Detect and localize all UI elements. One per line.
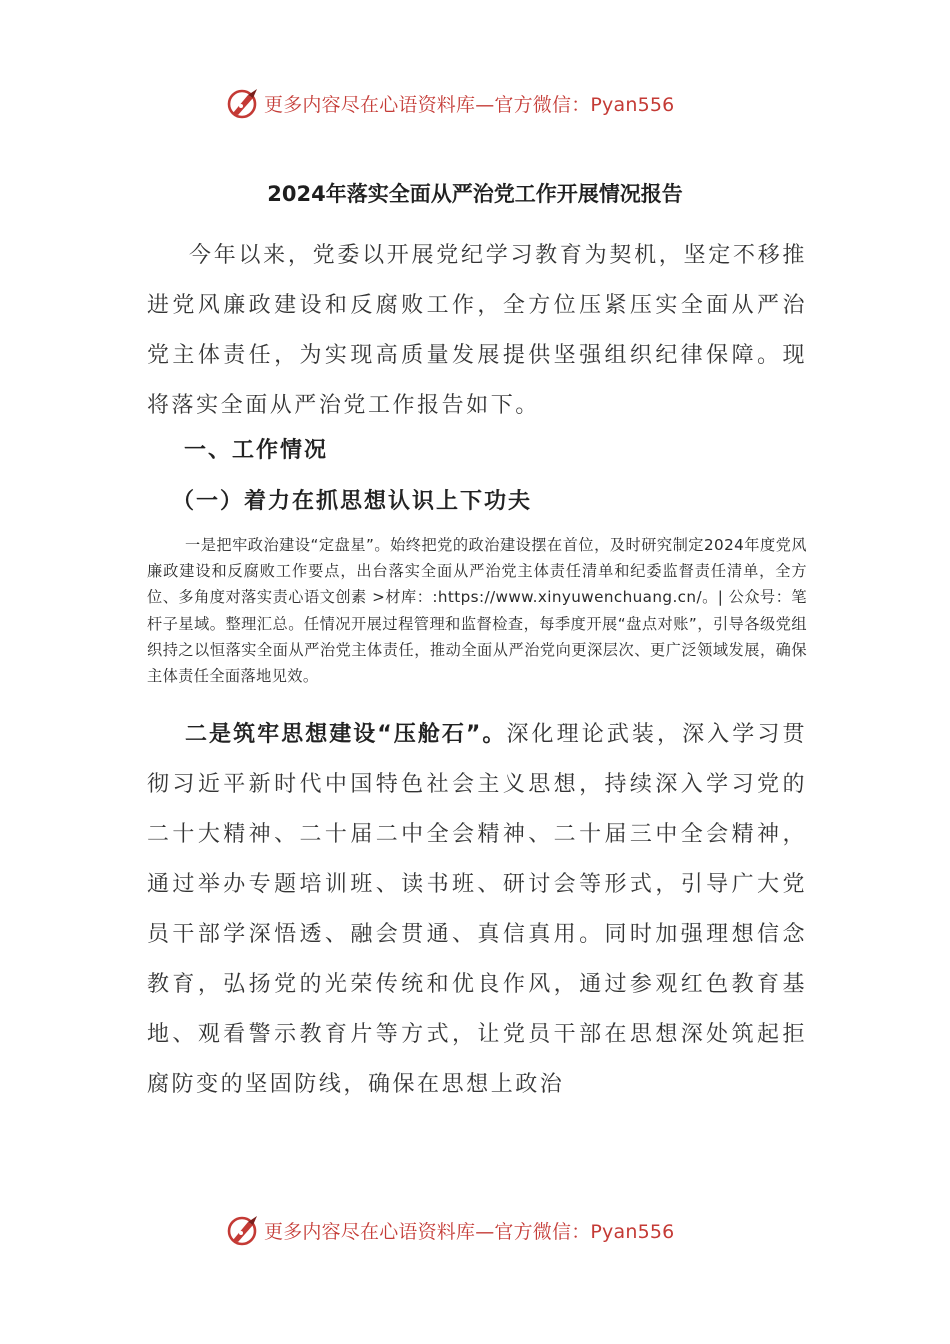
footer-banner: [226, 1213, 674, 1247]
pen-nib-logo-icon: [226, 86, 260, 120]
section-heading-work-status: 一、工作情况: [184, 438, 329, 463]
intro-paragraph: 今年以来，党委以开展党纪学习教育为契机，坚定不移推进党风廉政建设和反腐败工作，全方位压紧压实全面从严治党主体责任，为实现高质量发展提供坚强组织纪律保障。现将落实全面从严治党工作报告如下。: [147, 243, 807, 418]
item-1-paragraph: 一是把牢政治建设“定盘星”。始终把党的政治建设摆在首位，及时研究制定2024年度党风廉政建设和反腐败工作要点，出台落实全面从严治党主体责任清单和纪委监督责任清单，全方位、多角度对落实责心语文创素 >材库：:https://www.xinyuwenchuang.cn/。| 公众号：笔杆子星域。整理汇总。任情况开展过程管理和监督检查，每季度开展“盘点对账”，引导各级党组织持之以恒落实全面从严治党主体责任，推动全面从严治党向更深层次、更广泛领域发展，确保主体责任全面落地见效。: [147, 536, 807, 686]
footer-banner-text: 更多内容尽在心语资料库—官方微信：Pyan556: [264, 1220, 675, 1243]
item-2-lead: 二是筑牢思想建设“压舱石”。: [185, 722, 507, 747]
item-2-paragraph: [147, 710, 807, 1110]
subsection-heading-ideology: （一）着力在抓思想认识上下功夫: [172, 489, 533, 514]
document-title: 2024年落实全面从严治党工作开展情况报告: [267, 182, 683, 206]
item-2-body: 深化理论武装，深入学习贯彻习近平新时代中国特色社会主义思想，持续深入学习党的二十大精神、二十届二中全会精神、二十届三中全会精神，通过举办专题培训班、读书班、研讨会等形式，引导广大党员干部学深悟透、融会贯通、真信真用。同时加强理想信念教育，弘扬党的光荣传统和优良作风，通过参观红色教育基地、观看警示教育片等方式，让党员干部在思想深处筑起拒腐防变的坚固防线，确保在思想上政治: [147, 722, 807, 1097]
header-banner: [226, 86, 674, 120]
pen-nib-logo-icon: [226, 1213, 260, 1247]
header-banner-text: 更多内容尽在心语资料库—官方微信：Pyan556: [264, 93, 675, 116]
